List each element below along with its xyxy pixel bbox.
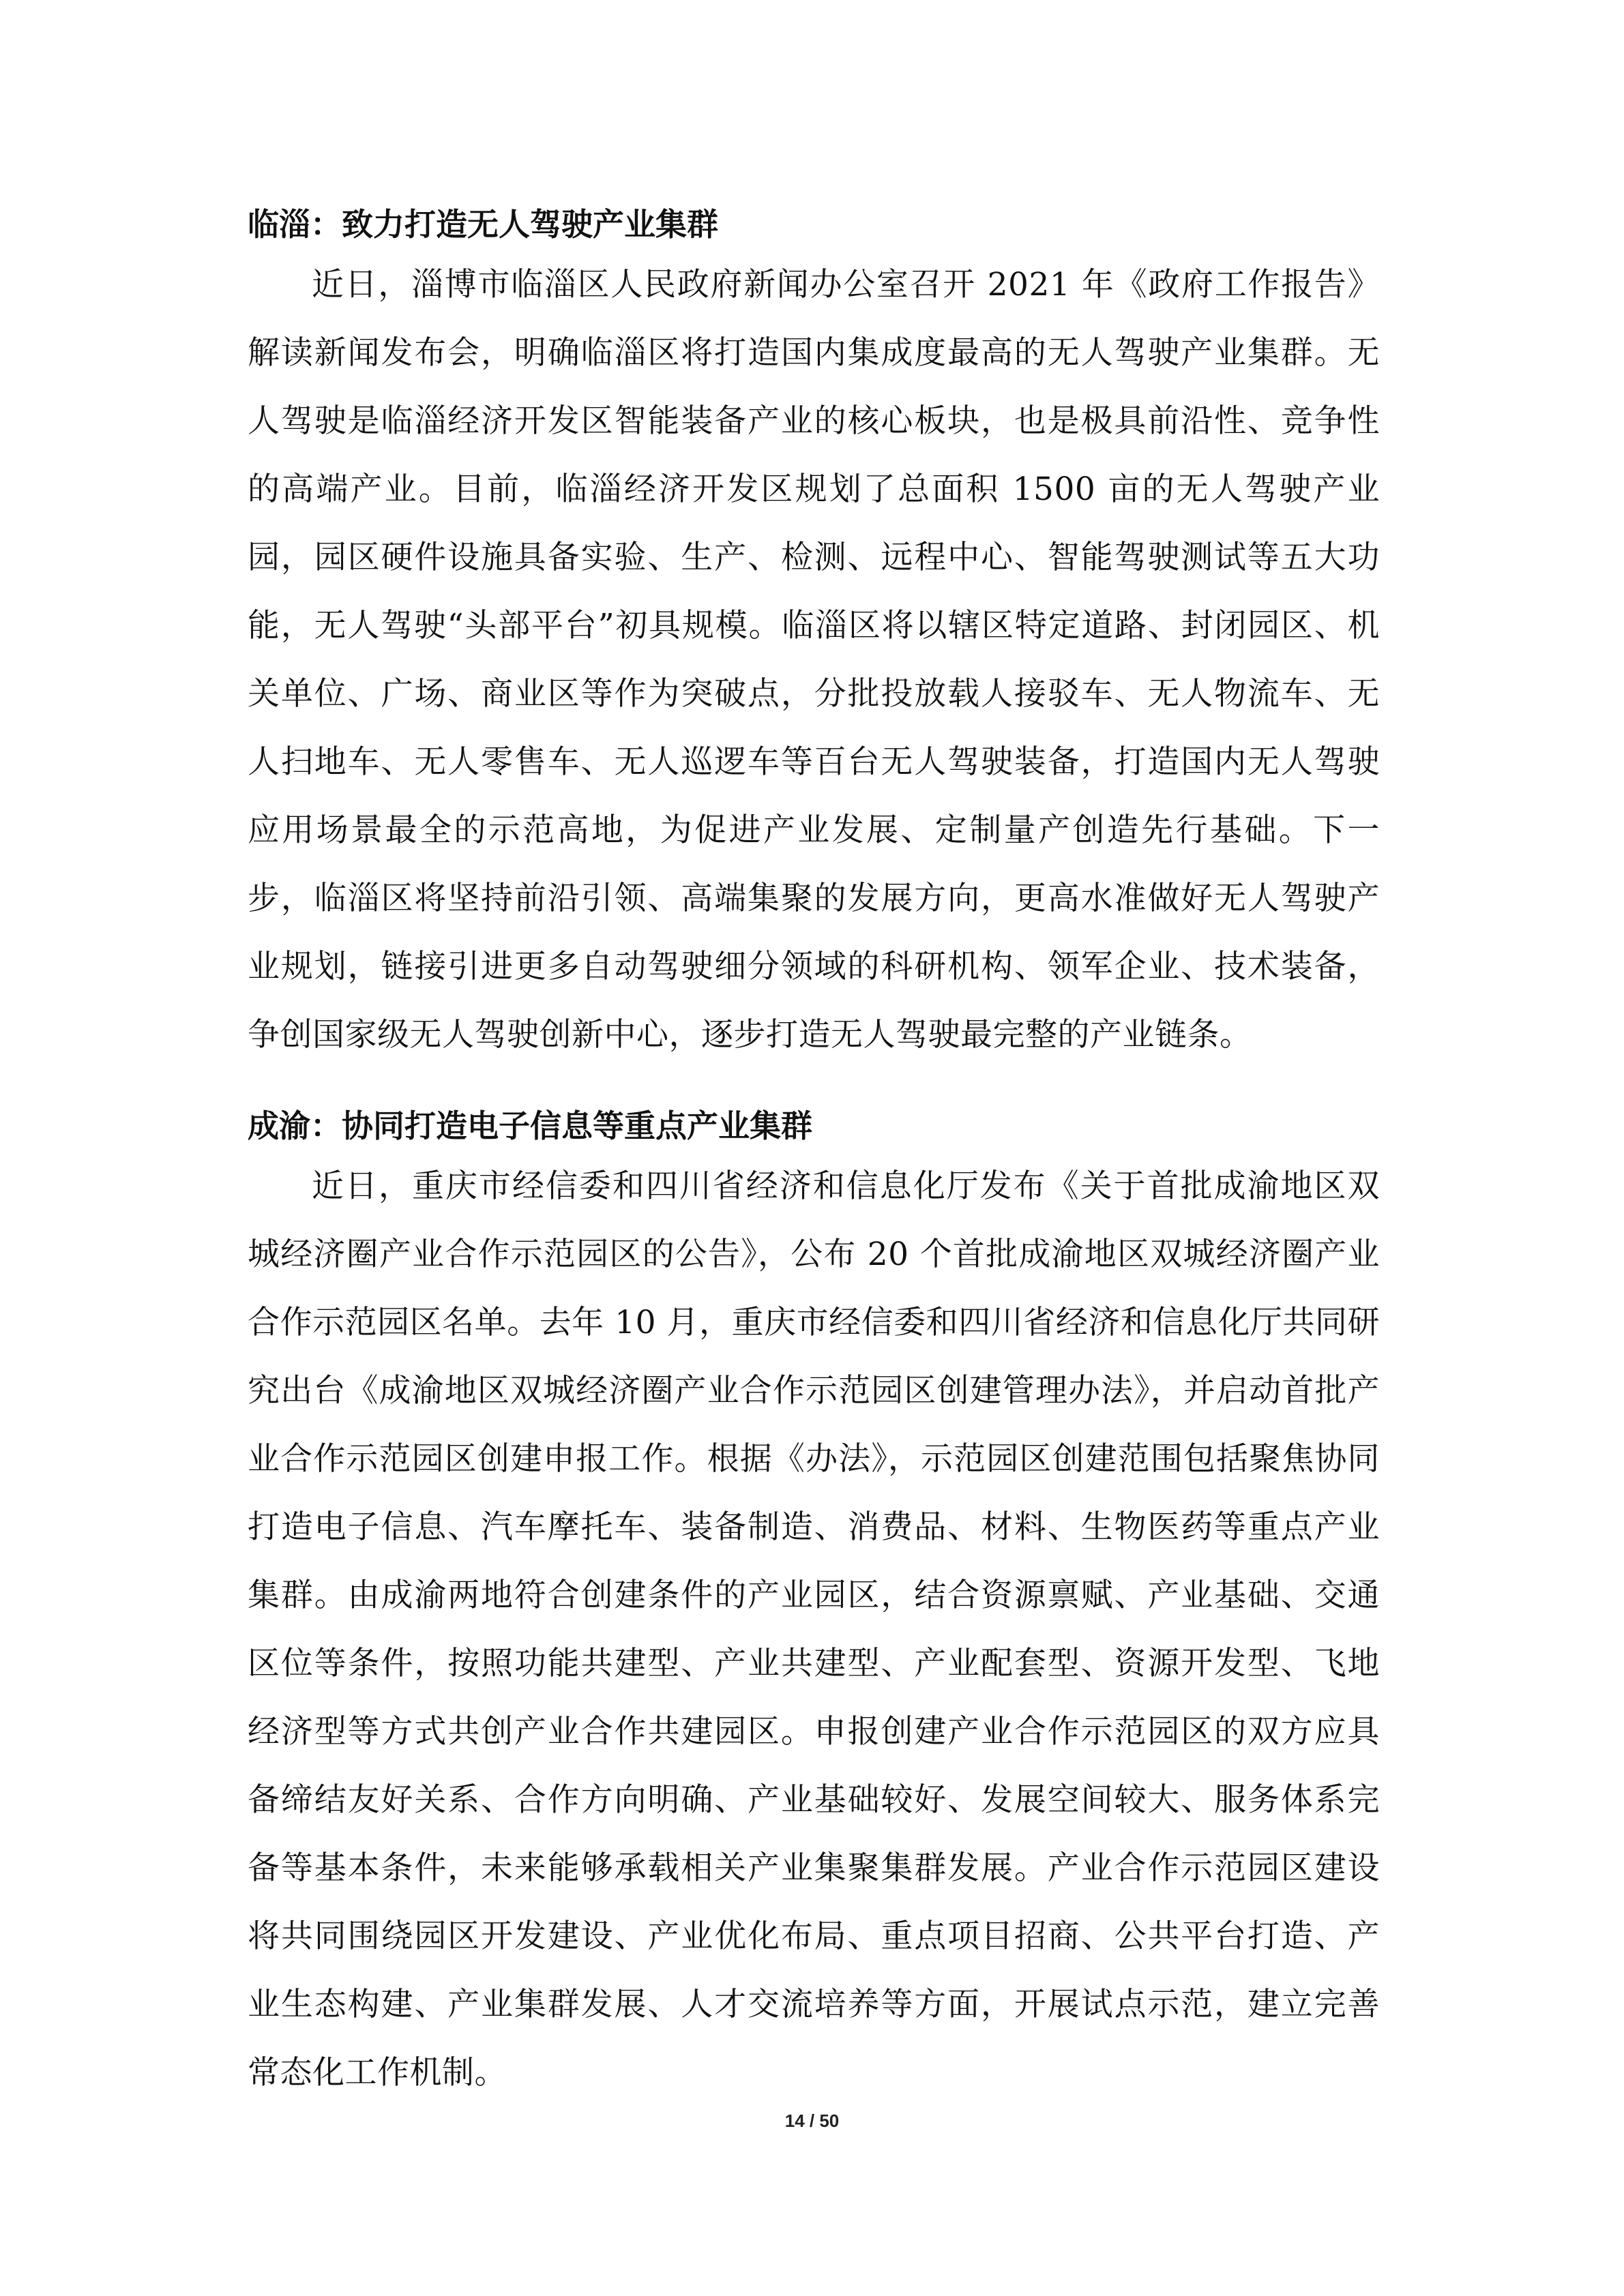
section-body: 近日，淄博市临淄区人民政府新闻办公室召开 2021 年《政府工作报告》解读新闻发布会，明确临淄区将打造国内集成度最高的无人驾驶产业集群。无人驾驶是临淄经济开发区智能装备产业的核心板块，也是极具前沿性、竞争性的高端产业。目前，临淄经济开发区规划了总面积 1500 亩的无人驾驶产业园，园区硬件设施具备实验、生产、检测、远程中心、智能驾驶测试等五大功能，无人驾驶“头部平台”初具规模。临淄区将以辖区特定道路、封闭园区、机关单位、广场、商业区等作为突破点，分批投放载人接驳车、无人物流车、无人扫地车、无人零售车、无人巡逻车等百台无人驾驶装备，打造国内无人驾驶应用场景最全的示范高地，为促进产业发展、定制量产创造先行基础。下一步，临淄区将坚持前沿引领、高端集聚的发展方向，更高水准做好无人驾驶产业规划，链接引进更多自动驾驶细分领域的科研机构、领军企业、技术装备，争创国家级无人驾驶创新中心，逐步打造无人驾驶最完整的产业链条。 [248,266,1380,1054]
page-number: 14 / 50 [784,2111,840,2131]
section-body: 近日，重庆市经信委和四川省经济和信息化厅发布《关于首批成渝地区双城经济圈产业合作示范园区的公告》，公布 20 个首批成渝地区双城经济圈产业合作示范园区名单。去年 10 月，重庆市经信委和四川省经济和信息化厅共同研究出台《成渝地区双城经济圈产业合作示范园区创建管理办法》，并启动首批产业合作示范园区创建申报工作。根据《办法》，示范园区创建范围包括聚焦协同打造电子信息、汽车摩托车、装备制造、消费品、材料、生物医药等重点产业集群。由成渝两地符合创建条件的产业园区，结合资源禀赋、产业基础、交通区位等条件，按照功能共建型、产业共建型、产业配套型、资源开发型、飞地经济型等方式共创产业合作共建园区。申报创建产业合作示范园区的双方应具备缔结友好关系、合作方向明确、产业基础较好、发展空间较大、服务体系完备等基本条件，未来能够承载相关产业集聚集群发展。产业合作示范园区建设将共同围绕园区开发建设、产业优化布局、重点项目招商、公共平台打造、产业生态构建、产业集群发展、人才交流培养等方面，开展试点示范，建立完善常态化工作机制。 [248,1167,1380,2091]
section-heading: 成渝：协同打造电子信息等重点产业集群 [248,1107,812,1144]
article-linzi [248,198,1380,1069]
article-chengyu [248,1099,1380,2107]
section-heading: 临淄：致力打造无人驾驶产业集群 [248,206,718,243]
